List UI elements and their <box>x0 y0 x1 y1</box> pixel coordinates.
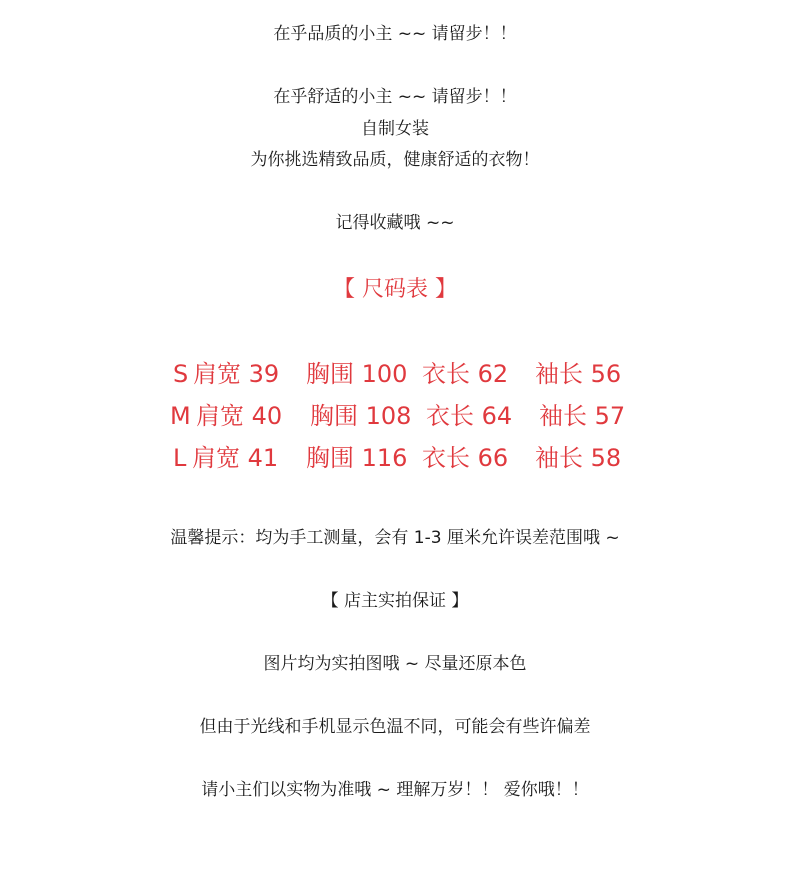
intro-line-favorite: 记得收藏哦 ~~ <box>335 213 455 233</box>
intro-line-quality: 在乎品质的小主 ~~ 请留步！！ <box>273 24 517 44</box>
measurement-tip: 温馨提示：均为手工测量，会有 1-3 厘米允许误差范围哦 ~ <box>170 528 620 548</box>
guarantee-heading: 【 店主实拍保证 】 <box>321 591 469 611</box>
size-label: L <box>173 444 187 472</box>
size-row-s <box>0 358 790 390</box>
intro-line-promise: 为你挑选精致品质，健康舒适的衣物！ <box>250 150 540 170</box>
closing-note: 请小主们以实物为准哦 ~ 理解万岁！！ 爱你哦！！ <box>201 780 589 800</box>
shoulder-width: 肩宽 40 <box>196 402 283 430</box>
garment-length: 衣长 64 <box>426 402 513 430</box>
chest-size: 胸围 116 <box>306 444 408 472</box>
color-note: 但由于光线和手机显示色温不同，可能会有些许偏差 <box>199 717 591 737</box>
garment-length: 衣长 62 <box>422 360 509 388</box>
garment-length: 衣长 66 <box>422 444 509 472</box>
chest-size: 胸围 100 <box>306 360 408 388</box>
size-row-l <box>0 442 790 474</box>
sleeve-length: 袖长 58 <box>535 444 622 472</box>
size-label: S <box>173 360 189 388</box>
size-label: M <box>170 402 191 430</box>
chest-size: 胸围 108 <box>310 402 412 430</box>
intro-line-brand: 自制女装 <box>361 119 429 139</box>
size-chart-heading: 【 尺码表 】 <box>333 277 457 302</box>
shoulder-width: 肩宽 41 <box>192 444 279 472</box>
shoulder-width: 肩宽 39 <box>193 360 280 388</box>
size-row-m <box>0 400 790 432</box>
sleeve-length: 袖长 57 <box>539 402 626 430</box>
intro-line-comfort: 在乎舒适的小主 ~~ 请留步！！ <box>273 87 517 107</box>
sleeve-length: 袖长 56 <box>535 360 622 388</box>
photo-note: 图片均为实拍图哦 ~ 尽量还原本色 <box>263 654 527 674</box>
